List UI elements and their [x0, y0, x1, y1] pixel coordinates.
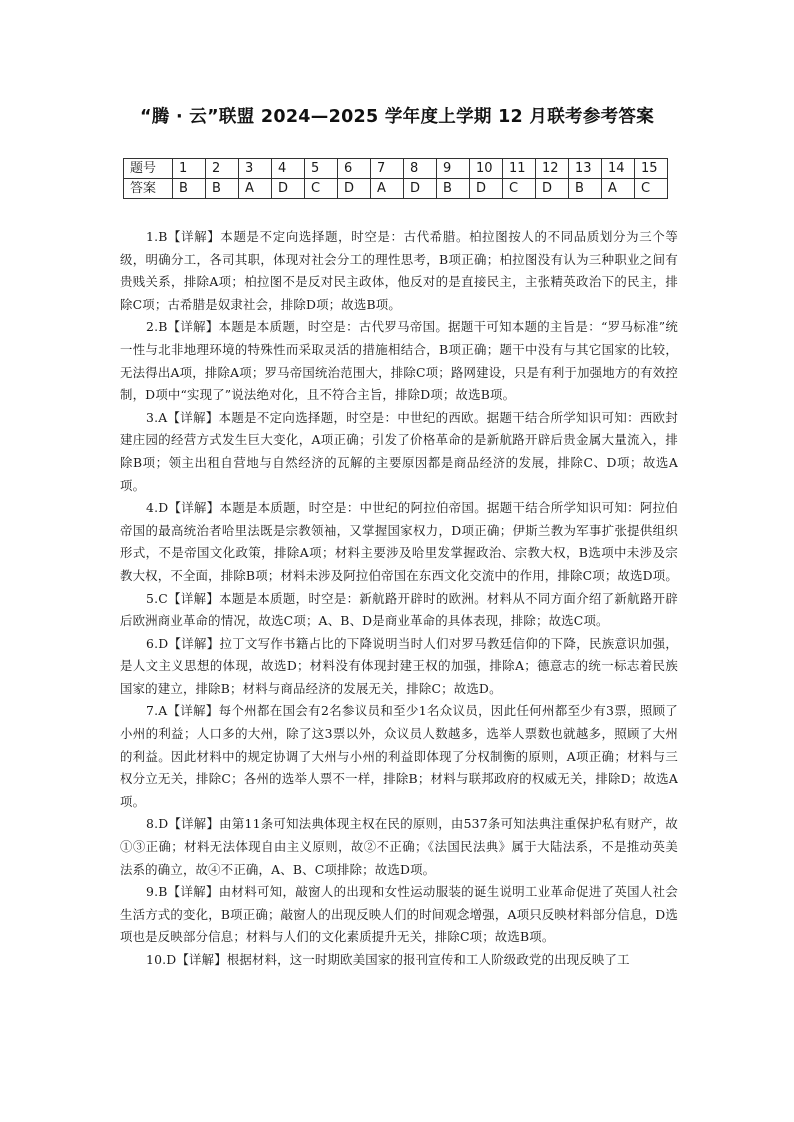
question-number-cell: 13 [569, 159, 602, 179]
explanation-paragraph: 3.A【详解】本题是不定向选择题，时空是：中世纪的西欧。据题干结合所学知识可知：西欧封建庄园的经营方式发生巨大变化，A项正确；引发了价格革命的是新航路开辟后贵金属大量流入，排除B项；领主出租自营地与自然经济的瓦解的主要原因都是商品经济的发展，排除C、D项；故选A项。 [120, 409, 678, 493]
question-number-cell: 10 [470, 159, 503, 179]
explanation-paragraph: 8.D【详解】由第11条可知法典体现主权在民的原则，由537条可知法典注重保护私有财产，故①③正确；材料无法体现自由主义原则，故②不正确；《法国民法典》属于大陆法系，不是推动英美法系的确立，故④不正确，A、B、C项排除；故选D项。 [120, 816, 678, 877]
explanation-paragraph: 5.C【详解】本题是本质题，时空是：新航路开辟时的欧洲。材料从不同方面介绍了新航路开辟后欧洲商业革命的情况，故选C项；A、B、D是商业革命的具体表现，排除；故选C项。 [120, 590, 678, 629]
question-number-cell: 6 [338, 159, 371, 179]
answer-cell: B [206, 179, 239, 199]
question-number-cell: 7 [371, 159, 404, 179]
answer-table [123, 158, 668, 199]
question-number-cell: 11 [503, 159, 536, 179]
explanation-paragraph: 7.A【详解】每个州都在国会有2名参议员和至少1名众议员，因此任何州都至少有3票，照顾了小州的利益；人口多的大州，除了这3票以外，众议员人数越多，选举人票数也就越多，照顾了大州的利益。因此材料中的规定协调了大州与小州的利益即体现了分权制衡的原则，A项正确；材料与三权分立无关，排除C；各州的选举人票不一样，排除B；材料与联邦政府的权威无关，排除D；故选A项。 [120, 703, 678, 809]
answer-cell: B [437, 179, 470, 199]
answer-cell: B [173, 179, 206, 199]
answer-row [124, 179, 668, 199]
question-number-cell: 12 [536, 159, 569, 179]
question-number-cell: 8 [404, 159, 437, 179]
explanation-paragraph: 6.D【详解】拉丁文写作书籍占比的下降说明当时人们对罗马教廷信仰的下降，民族意识加强，是人文主义思想的体现，故选D；材料没有体现封建王权的加强，排除A；德意志的统一标志着民族国家的建立，排除B；材料与商品经济的发展无关，排除C；故选D。 [120, 635, 678, 696]
answer-cell: C [635, 179, 668, 199]
answer-cell: D [272, 179, 305, 199]
answer-cell: D [338, 179, 371, 199]
answer-cell: C [305, 179, 338, 199]
answer-cell: A [371, 179, 404, 199]
question-number-cell: 3 [239, 159, 272, 179]
answer-cell: A [602, 179, 635, 199]
question-number-cell: 2 [206, 159, 239, 179]
answer-cell: A [239, 179, 272, 199]
answer-cell: D [404, 179, 437, 199]
row-label-answer: 答案 [124, 179, 173, 199]
question-number-cell: 4 [272, 159, 305, 179]
question-number-cell: 1 [173, 159, 206, 179]
explanation-paragraph: 1.B【详解】本题是不定向选择题，时空是：古代希腊。柏拉图按人的不同品质划分为三个等级，明确分工，各司其职，体现对社会分工的理性思考，B项正确；柏拉图没有认为三种职业之间有贵贱关系，排除A项；柏拉图不是反对民主政体，他反对的是直接民主，主张精英政治下的民主，排除C项；古希腊是奴隶社会，排除D项；故选B项。 [120, 229, 678, 312]
explanation-paragraph: 2.B【详解】本题是本质题，时空是：古代罗马帝国。据题干可知本题的主旨是：“罗马标准”统一性与北非地理环境的特殊性而采取灵活的措施相结合，B项正确；题干中没有与其它国家的比较，无法得出A项，排除A项；罗马帝国统治范围大，排除C项；路网建设，只是有利于加强地方的有效控制，D项中“实现了”说法绝对化，且不符合主旨，排除D项；故选B项。 [120, 319, 678, 403]
answer-cell: C [503, 179, 536, 199]
answer-cell: D [536, 179, 569, 199]
question-number-row [124, 159, 668, 179]
explanation-paragraph: 4.D【详解】本题是本质题，时空是：中世纪的阿拉伯帝国。据题干结合所学知识可知：阿拉伯帝国的最高统治者哈里法既是宗教领袖，又掌握国家权力，D项正确；伊斯兰教为军事扩张提供组织形式，不是帝国文化政策，排除A项；材料主要涉及哈里发掌握政治、宗教大权，B选项中未涉及宗教大权，不全面，排除B项；材料未涉及阿拉伯帝国在东西文化交流中的作用，排除C项；故选D项。 [120, 500, 678, 583]
explanation-paragraph: 10.D【详解】根据材料，这一时期欧美国家的报刊宣传和工人阶级政党的出现反映了工 [146, 952, 630, 967]
explanation-paragraph: 9.B【详解】由材料可知，敲窗人的出现和女性运动服装的诞生说明工业革命促进了英国人社会生活方式的变化，B项正确；敲窗人的出现反映人们的时间观念增强，A项只反映材料部分信息，D选项也是反映部分信息；材料与人们的文化素质提升无关，排除C项；故选B项。 [120, 884, 678, 945]
row-label-question-number: 题号 [124, 159, 173, 179]
answer-cell: D [470, 179, 503, 199]
question-number-cell: 14 [602, 159, 635, 179]
explanations-section [120, 226, 678, 972]
question-number-cell: 5 [305, 159, 338, 179]
question-number-cell: 15 [635, 159, 668, 179]
answer-cell: B [569, 179, 602, 199]
page-title: “腾 · 云”联盟 2024—2025 学年度上学期 12 月联考参考答案 [139, 107, 655, 127]
question-number-cell: 9 [437, 159, 470, 179]
